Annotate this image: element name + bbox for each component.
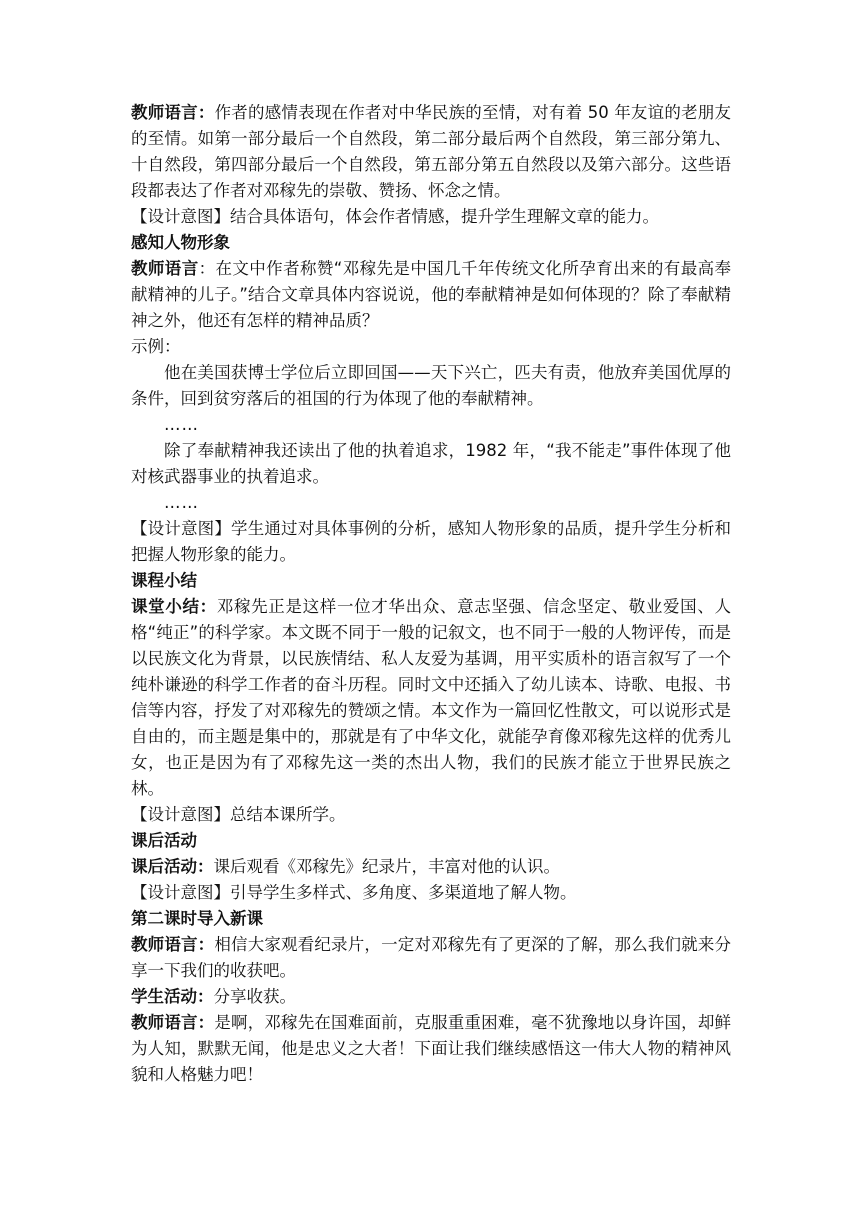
design-intent-2: 【设计意图】学生通过对具体事例的分析，感知人物形象的品质，提升学生分析和把握人物形象的能力。	[131, 519, 731, 564]
paragraph-text: 邓稼先正是这样一位才华出众、意志坚强、信念坚定、敬业爱国、人格“纯正”的科学家。本文既不同于一般的记叙文，也不同于一般的人物评传，而是以民族文化为背景，以民族情结、私人友爱为基调，用平实质朴的语言叙写了一个纯朴谦逊的科学工作者的奋斗历程。同时文中还插入了幼儿读本、诗歌、电报、书信等内容，抒发了对邓稼先的赞颂之情。本文作为一篇回忆性散文，可以说形式是自由的，而主题是集中的，那就是有了中华文化，就能孕育像邓稼先这样的优秀儿女，也正是因为有了邓稼先这一类的杰出人物，我们的民族才能立于世界民族之林。	[131, 597, 732, 798]
example-paragraph-1: 他在美国获博士学位后立即回国——天下兴亡，匹夫有责，他放弃美国优厚的条件，回到贫穷落后的祖国的行为体现了他的奉献精神。	[131, 363, 731, 408]
paragraph-teacher-language-1	[131, 100, 731, 204]
paragraph-text: 课后观看《邓稼先》纪录片，丰富对他的认识。	[213, 857, 560, 876]
label-teacher-language: 教师语言	[131, 259, 199, 278]
section-heading-course-summary: 课程小结	[131, 571, 197, 590]
design-intent-4: 【设计意图】引导学生多样式、多角度、多渠道地了解人物。	[131, 883, 577, 902]
label-teacher-language: 教师语言：	[131, 103, 215, 122]
section-heading-second-lesson: 第二课时导入新课	[131, 909, 263, 928]
paragraph-text: 相信大家观看纪录片，一定对邓稼先有了更深的了解，那么我们就来分享一下我们的收获吧。	[131, 935, 732, 980]
paragraph-teacher-language-4	[131, 1010, 731, 1088]
section-heading-perceive-character: 感知人物形象	[131, 233, 230, 252]
example-paragraph-2: 除了奉献精神我还读出了他的执着追求，1982 年，“我不能走”事件体现了他对核武器事业的执着追求。	[131, 441, 731, 486]
paragraph-text: ：在文中作者称赞“邓稼先是中国几千年传统文化所孕育出来的有最高奉献精神的儿子。”结合文章具体内容说说，他的奉献精神是如何体现的？除了奉献精神之外，他还有怎样的精神品质？	[131, 259, 731, 330]
label-teacher-language: 教师语言：	[131, 1013, 215, 1032]
document-body	[131, 100, 731, 1088]
paragraph-text: 分享收获。	[213, 987, 296, 1006]
label-after-class-activity: 课后活动：	[131, 857, 214, 876]
paragraph-class-summary	[131, 594, 731, 802]
ellipsis-1: ……	[164, 415, 199, 434]
paragraph-after-class-activity	[131, 854, 731, 880]
ellipsis-2: ……	[164, 493, 199, 512]
paragraph-text: 是啊，邓稼先在国难面前，克服重重困难，毫不犹豫地以身许国，却鲜为人知，默默无闻，他是忠义之大者！下面让我们继续感悟这一伟大人物的精神风貌和人格魅力吧！	[131, 1013, 732, 1084]
paragraph-teacher-language-3	[131, 932, 731, 984]
design-intent-3: 【设计意图】总结本课所学。	[131, 805, 346, 824]
label-student-activity: 学生活动：	[131, 987, 214, 1006]
section-heading-after-class: 课后活动	[131, 831, 197, 850]
label-teacher-language: 教师语言：	[131, 935, 215, 954]
example-label: 示例：	[131, 337, 181, 356]
label-class-summary: 课堂小结：	[131, 597, 217, 616]
design-intent-1: 【设计意图】结合具体语句，体会作者情感，提升学生理解文章的能力。	[131, 207, 659, 226]
paragraph-teacher-language-2	[131, 256, 731, 334]
paragraph-student-activity	[131, 984, 731, 1010]
paragraph-text: 作者的感情表现在作者对中华民族的至情，对有着 50 年友谊的老朋友的至情。如第一部分最后一个自然段，第二部分最后两个自然段，第三部分第九、十自然段，第四部分最后一个自然段，第五部分第五自然段以及第六部分。这些语段都表达了作者对邓稼先的崇敬、赞扬、怀念之情。	[131, 103, 731, 200]
